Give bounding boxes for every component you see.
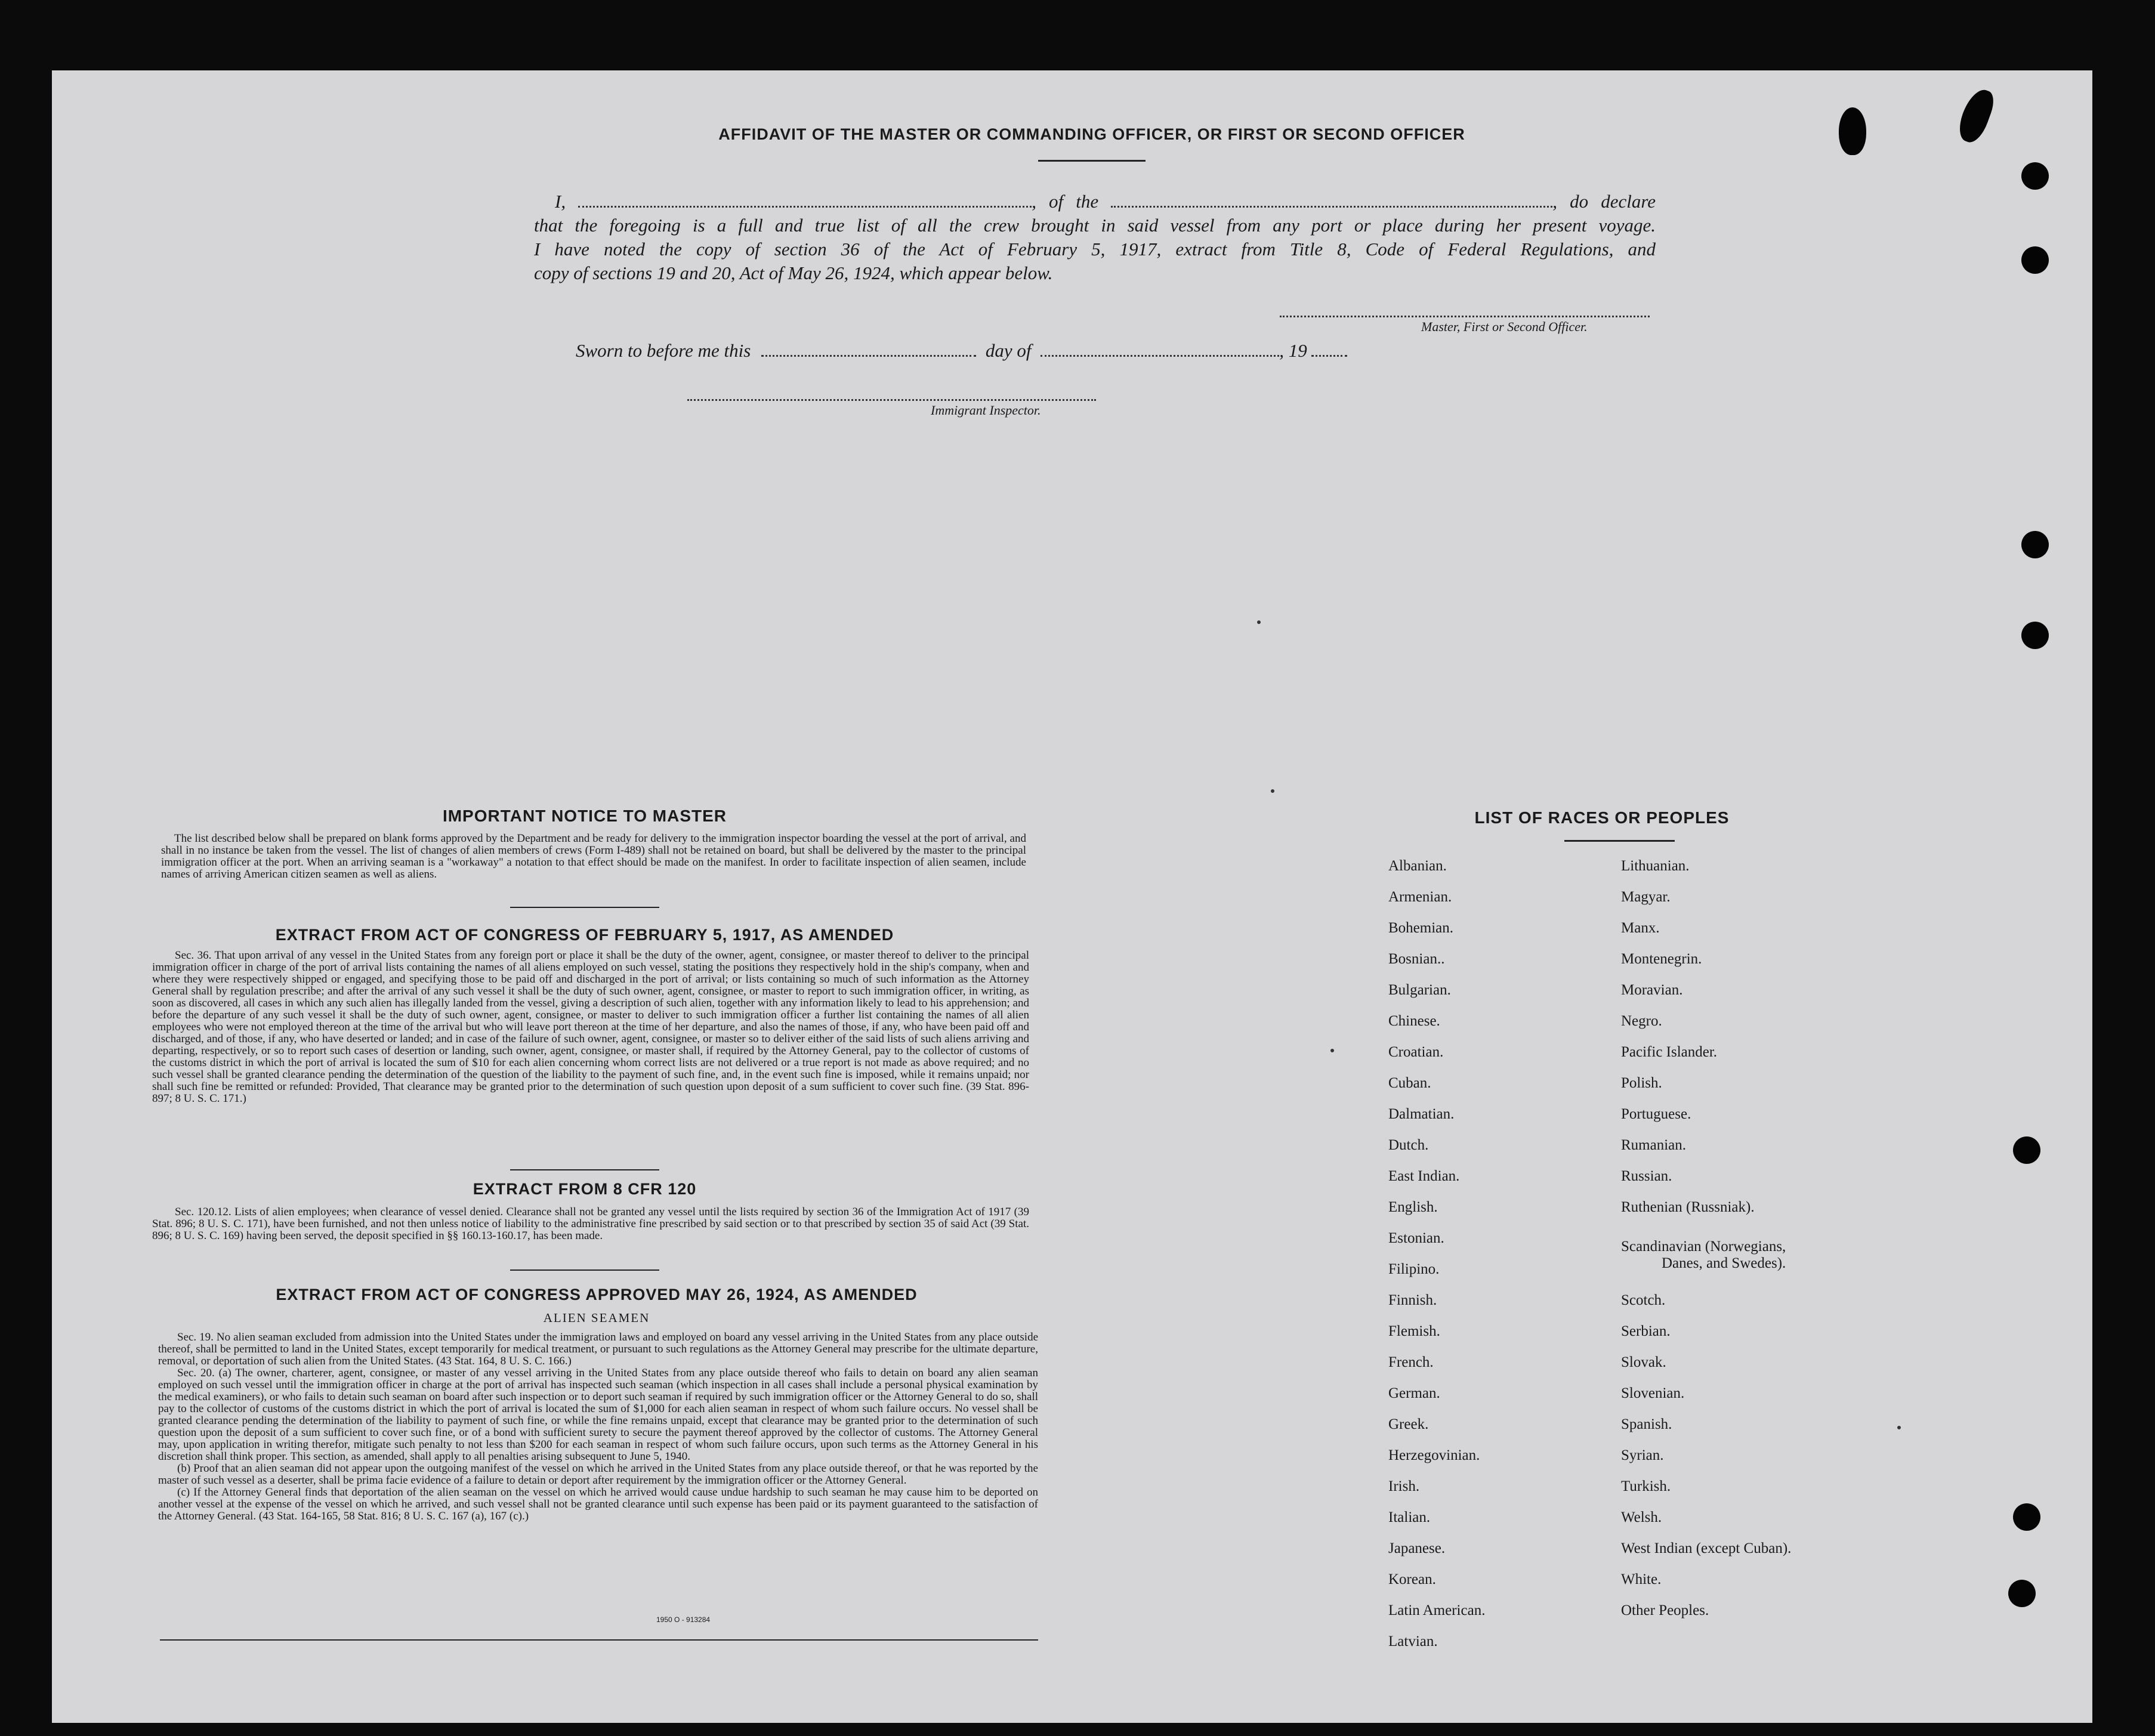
title-rule <box>1038 160 1146 162</box>
section-rule <box>510 907 659 908</box>
inspector-signature-label: Immigrant Inspector. <box>931 403 1041 418</box>
race-item: Syrian. <box>1621 1447 1664 1463</box>
race-item: West Indian (except Cuban). <box>1621 1540 1792 1556</box>
master-signature-line[interactable] <box>1280 315 1650 317</box>
extract-1924-body <box>158 1332 1038 1522</box>
race-item: Estonian. <box>1388 1230 1444 1246</box>
race-item: French. <box>1388 1354 1434 1370</box>
race-item: Dutch. <box>1388 1137 1429 1153</box>
section-rule <box>510 1169 659 1170</box>
sec-20a-text: Sec. 20. (a) The owner, charterer, agent, consignee, or master of any vessel arriving in the United States from any place outside thereof who fails to detain on board any alien seaman employed on such vessel until the immigration officer in charge at the port of arrival has inspected such seaman (which inspection in all cases shall include a personal physical examination by the medical examiners), or who fails to detain such seaman on board after such inspection or to deport such seaman if required by such immigration officer or the Attorney General to do so, shall pay to the collector of customs of the customs district in which the port of arrival is located the sum of $1,000 for each alien seaman in respect of whom such failure occurs. No vessel shall be granted clearance pending the determination of the liability to payment of such fine, or while the fine remains unpaid, except that clearance may be granted prior to the determination of such question upon the deposit of a sum sufficient to cover such fine, or of a bond with sufficient surety to secure the payment thereof approved by the collector of customs. The Attorney General may, upon application in writing therefor, mitigate such penalty to not less than $200 for each seaman in respect of whom such failure occurs, upon such terms as the Attorney General in his discretion shall think proper. This section, as amended, shall apply to all penalties arising subsequent to June 5, 1940. <box>158 1367 1038 1463</box>
race-item: Korean. <box>1388 1571 1436 1587</box>
race-item: White. <box>1621 1571 1662 1587</box>
punch-hole <box>2021 622 2049 649</box>
race-item: Finnish. <box>1388 1292 1437 1308</box>
alien-seamen-subtitle: ALIEN SEAMEN <box>543 1311 650 1325</box>
race-item: Magyar. <box>1621 889 1671 905</box>
affidavit-title: AFFIDAVIT OF THE MASTER OR COMMANDING OFFICER, OR FIRST OR SECOND OFFICER <box>718 125 1465 143</box>
race-item: Japanese. <box>1388 1540 1446 1556</box>
punch-hole <box>2013 1503 2040 1531</box>
sworn-month-field[interactable] <box>1041 354 1279 357</box>
race-item: Flemish. <box>1388 1323 1440 1339</box>
race-item: Armenian. <box>1388 889 1452 905</box>
race-item: East Indian. <box>1388 1168 1460 1184</box>
sec-120-12-text: Sec. 120.12. Lists of alien employees; when clearance of vessel denied. Clearance shall not be granted any vessel until the lists required by section 36 of the Immigration Act of 1917 (39 Stat. 896; 8 U. S. C. 171), have been furnished, and not then unless notice of liability to the administrative fine prescribed by said section or to that prescribed by section 35 of said Act (39 Stat. 896; 8 U. S. C. 169) having been served, the deposit specified in §§ 160.13-160.17, has been made. <box>152 1206 1029 1242</box>
sworn-day-field[interactable] <box>761 354 976 357</box>
race-item: Italian. <box>1388 1509 1431 1525</box>
dot-mark <box>1330 1049 1334 1052</box>
race-item: Negro. <box>1621 1013 1662 1029</box>
race-item: Cuban. <box>1388 1075 1431 1091</box>
declarant-name-field[interactable] <box>578 205 1032 208</box>
punch-hole <box>2008 1580 2036 1607</box>
race-item: Herzegovinian. <box>1388 1447 1480 1463</box>
race-item: Irish. <box>1388 1478 1420 1494</box>
race-item: Bulgarian. <box>1388 982 1451 998</box>
notice-body <box>161 833 1026 881</box>
race-item: Ruthenian (Russniak). <box>1621 1199 1755 1215</box>
race-item: Greek. <box>1388 1416 1429 1432</box>
race-item: Latin American. <box>1388 1602 1486 1618</box>
race-item: Moravian. <box>1621 982 1683 998</box>
race-item: Portuguese. <box>1621 1106 1691 1122</box>
section-rule <box>510 1269 659 1271</box>
dot-mark <box>1271 789 1274 793</box>
punch-hole <box>2021 246 2049 274</box>
declaration-line-4: copy of sections 19 and 20, Act of May 26, 1924, which appear below. <box>534 262 1053 283</box>
race-item: Rumanian. <box>1621 1137 1687 1153</box>
extract-1917-body <box>152 950 1029 1105</box>
sworn-year-prefix: , 19 <box>1279 340 1307 361</box>
race-item: Pacific Islander. <box>1621 1044 1718 1060</box>
race-item: Danes, and Swedes). <box>1662 1255 1786 1271</box>
declaration-text <box>534 190 1656 285</box>
inspector-signature-line[interactable] <box>687 399 1096 401</box>
race-item: Filipino. <box>1388 1261 1440 1277</box>
sec-36-text: Sec. 36. That upon arrival of any vessel in the United States from any foreign port or place it shall be the duty of the owner, agent, consignee, or master thereof to deliver to the principal immigration officer in charge of the port of arrival lists containing the names of all aliens employed on such vessel, stating the positions they respectively hold in the ship's company, when and where they were respectively shipped or engaged, and specifying those to be paid off and discharged in the port of arrival; or lists containing so much of such information as the Attorney General shall by regulation prescribe; and after the arrival of any such vessel it shall be the duty of such owner, agent, consignee, or master to report to such immigration officer, in writing, as soon as discovered, all cases in which any such alien has illegally landed from the vessel, giving a description of such alien, together with any information likely to lead to his apprehension; and before the departure of any such vessel it shall be the duty of such owner, agent, consignee, or master to deliver to such immigration officer a further list containing the names of all alien employees who were not employed thereon at the time of the arrival but who will leave port thereon at the time of her departure, and also the names of those, if any, who have been paid off and discharged, and of those, if any, who have deserted or landed; and in case of the failure of such owner, agent, consignee, or master so to deliver either of the said lists of such aliens arriving and departing, respectively, or so to report such cases of desertion or landing, such owner, agent, consignee, or master shall, if required by the Attorney General, pay to the collector of customs of the customs district in which the port of arrival is located the sum of $10 for each alien concerning whom correct lists are not delivered or a true report is not made as above required; and no such vessel shall be granted clearance pending the determination of the question of the liability to the payment of such fine, and, in the event such fine is imposed, while it remains unpaid; nor shall such fine be remitted or refunded: Provided, That clearance may be granted prior to the determination of such question upon deposit of a sum sufficient to cover such fine. (39 Stat. 896-897; 8 U. S. C. 171.) <box>152 949 1029 1105</box>
race-item: Dalmatian. <box>1388 1106 1455 1122</box>
race-item: Russian. <box>1621 1168 1672 1184</box>
punch-hole <box>2021 531 2049 558</box>
race-item: Croatian. <box>1388 1044 1444 1060</box>
race-item: Albanian. <box>1388 858 1447 874</box>
race-item: Chinese. <box>1388 1013 1440 1029</box>
race-item: Turkish. <box>1621 1478 1671 1494</box>
race-item: Serbian. <box>1621 1323 1671 1339</box>
punch-hole <box>2013 1136 2040 1164</box>
race-item: Bohemian. <box>1388 920 1454 936</box>
race-item: German. <box>1388 1385 1440 1401</box>
race-item: Slovak. <box>1621 1354 1666 1370</box>
race-item: Latvian. <box>1388 1633 1438 1649</box>
race-item: Polish. <box>1621 1075 1662 1091</box>
extract-cfr-body <box>152 1206 1029 1242</box>
declaration-of: , of the <box>1032 191 1099 212</box>
declaration-lead: I, <box>555 191 566 212</box>
declaration-tail: , do declare <box>1552 191 1656 212</box>
punch-hole-blob <box>1839 107 1866 155</box>
race-item: Spanish. <box>1621 1416 1672 1432</box>
declaration-line-2: that the foregoing is a full and true list of all the crew brought in said vessel from any port or place during her present voyage. <box>534 215 1656 236</box>
races-title-rule <box>1564 840 1675 842</box>
notice-text: The list described below shall be prepared on blank forms approved by the Department and be ready for delivery to the immigration inspector boarding the vessel at the port of arrival, and shall in no instance be taken from the vessel. The list of changes of alien members of crews (Form I-489) shall not be retained on board, but shall be delivered by the master to the principal immigration officer at the port. When an arriving seaman is a "workaway" a notation to that effect should be made on the manifest. In order to facilitate inspection of alien seamen, include names of arriving American citizen seamen as well as aliens. <box>161 832 1026 881</box>
sworn-statement <box>576 340 1347 362</box>
sworn-year-field[interactable] <box>1311 354 1347 357</box>
dot-mark <box>1257 620 1261 624</box>
master-signature-label: Master, First or Second Officer. <box>1421 319 1588 334</box>
race-item: Bosnian.. <box>1388 951 1445 967</box>
notice-title: IMPORTANT NOTICE TO MASTER <box>442 807 727 825</box>
printer-code: 1950 O - 913284 <box>656 1615 711 1624</box>
punch-hole <box>2021 162 2049 190</box>
sworn-day-of: day of <box>985 340 1032 361</box>
dot-mark <box>1897 1426 1901 1429</box>
vessel-name-field[interactable] <box>1111 205 1552 208</box>
race-item: Lithuanian. <box>1621 858 1690 874</box>
extract-1924-title: EXTRACT FROM ACT OF CONGRESS APPROVED MAY 26, 1924, AS AMENDED <box>276 1286 918 1303</box>
sec-20b-text: (b) Proof that an alien seaman did not appear upon the outgoing manifest of the vessel on which he arrived in the United States from any place outside thereof, or that he was reported by the master of such vessel as a deserter, shall be prima facie evidence of a failure to detain or deport after requirement by the immigration officer or the Attorney General. <box>158 1462 1038 1487</box>
race-item: English. <box>1388 1199 1438 1215</box>
race-item: Scandinavian (Norwegians, <box>1621 1238 1786 1255</box>
extract-cfr-title: EXTRACT FROM 8 CFR 120 <box>473 1180 697 1198</box>
race-item: Slovenian. <box>1621 1385 1685 1401</box>
race-item: Scotch. <box>1621 1292 1666 1308</box>
declaration-line-3: I have noted the copy of section 36 of the Act of February 5, 1917, extract from Title 8, Code of Federal Regulations, and <box>534 239 1656 260</box>
race-item: Welsh. <box>1621 1509 1662 1525</box>
race-item: Montenegrin. <box>1621 951 1702 967</box>
race-item: Manx. <box>1621 920 1660 936</box>
sec-19-text: Sec. 19. No alien seaman excluded from admission into the United States under the immigration laws and employed on board any vessel arriving in the United States from any place outside thereof, shall be permitted to land in the United States, except temporarily for medical treatment, or pursuant to such regulations as the Attorney General may prescribe for the ultimate departure, removal, or deportation of such alien from the United States. (43 Stat. 164, 8 U. S. C. 166.) <box>158 1331 1038 1367</box>
races-title: LIST OF RACES OR PEOPLES <box>1474 808 1730 827</box>
bottom-rule <box>160 1639 1038 1641</box>
sworn-lead: Sworn to before me this <box>576 340 751 361</box>
sec-20c-text: (c) If the Attorney General finds that deportation of the alien seaman on the vessel on which he arrived would cause undue hardship to such seaman he may cause him to be deported on another vessel at the expense of the vessel on which he arrived, and such vessel shall not be granted clearance until such expense has been paid or its payment guaranteed to the satisfaction of the Attorney General. (43 Stat. 164-165, 58 Stat. 816; 8 U. S. C. 167 (a), 167 (c).) <box>158 1486 1038 1522</box>
race-item: Other Peoples. <box>1621 1602 1709 1618</box>
extract-1917-title: EXTRACT FROM ACT OF CONGRESS OF FEBRUARY 5, 1917, AS AMENDED <box>275 926 894 944</box>
